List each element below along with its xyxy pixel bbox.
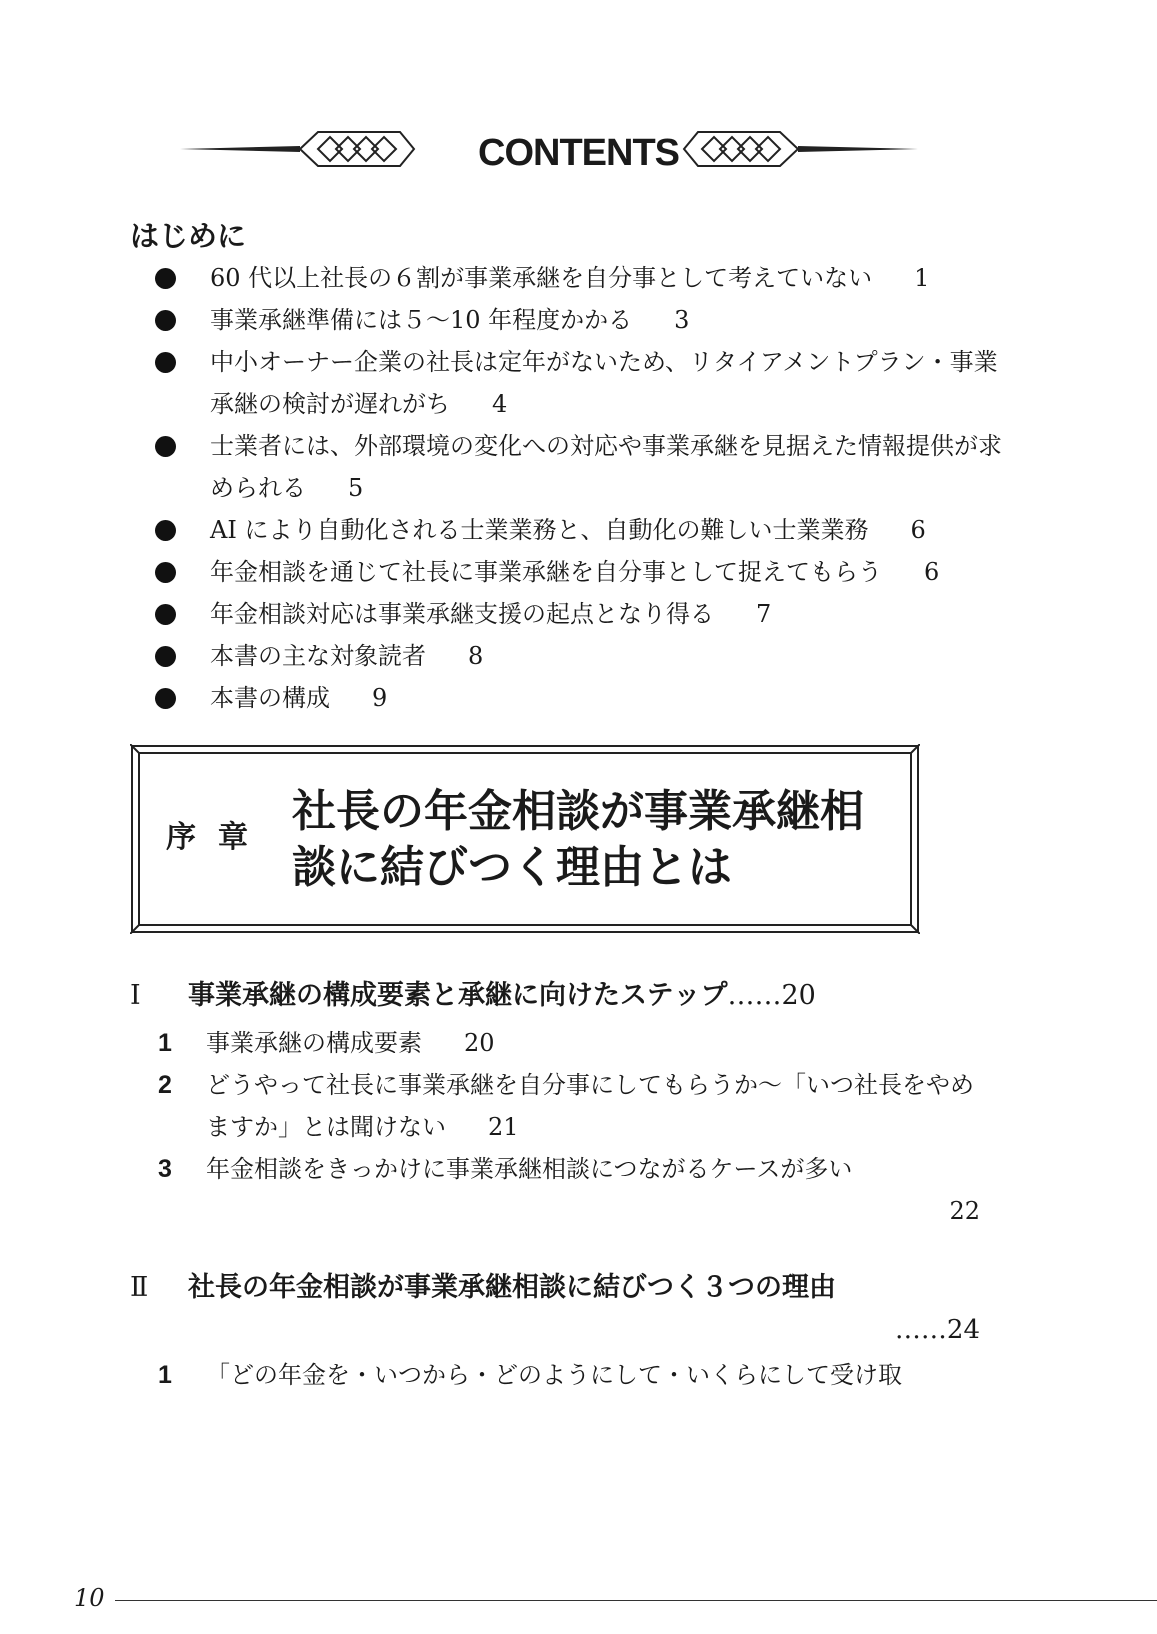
- section-page: ……24: [894, 1315, 980, 1345]
- bullet-icon: [155, 268, 176, 289]
- toc-entry-page: 3: [674, 306, 690, 334]
- section-1: [130, 974, 980, 1232]
- subsection-page: 21: [488, 1113, 519, 1141]
- toc-entry[interactable]: [155, 425, 1015, 509]
- section-heading[interactable]: [130, 974, 980, 1018]
- section-title: 社長の年金相談が事業承継相談に結びつく３つの理由: [188, 1272, 836, 1303]
- toc-entry[interactable]: [155, 509, 1015, 551]
- toc-entry-text: 本書の構成: [210, 684, 330, 712]
- toc-entry-page: 7: [756, 600, 772, 628]
- subsection-page: 22: [949, 1197, 980, 1225]
- chapter-title-line: 社長の年金相談が事業承継相: [292, 786, 864, 837]
- toc-entry-page: 1: [914, 264, 930, 292]
- bullet-icon: [155, 520, 176, 541]
- intro-list: [155, 257, 1015, 719]
- toc-entry-text: 事業承継準備には５～10 年程度かかる: [210, 306, 633, 334]
- toc-entry[interactable]: [155, 299, 1015, 341]
- chapter-title-line: 談に結びつく理由とは: [292, 842, 732, 893]
- subsection-number: 2: [158, 1071, 172, 1099]
- toc-entry-text: 年金相談を通じて社長に事業承継を自分事として捉えてもらう: [210, 558, 882, 586]
- toc-entry-text: 士業者には、外部環境の変化への対応や事業承継を見据えた情報提供が求められる: [210, 432, 1002, 502]
- intro-heading: はじめに: [130, 219, 247, 253]
- bullet-icon: [155, 562, 176, 583]
- toc-entry-text: 中小オーナー企業の社長は定年がないため、リタイアメントプラン・事業承継の検討が遅れがち: [210, 348, 998, 418]
- bullet-icon: [155, 646, 176, 667]
- toc-entry-page: 6: [910, 516, 926, 544]
- subsection-entry[interactable]: [130, 1148, 980, 1232]
- contents-title: CONTENTS: [478, 132, 679, 174]
- contents-header: [0, 128, 1157, 178]
- subsection-text: 年金相談をきっかけに事業承継相談につながるケースが多い: [206, 1155, 853, 1183]
- subsection-entry[interactable]: [130, 1354, 980, 1396]
- toc-entry-page: 9: [372, 684, 388, 712]
- toc-entry-page: 6: [924, 558, 940, 586]
- toc-entry[interactable]: [155, 341, 1015, 425]
- subsection-number: 3: [158, 1155, 172, 1183]
- section-heading[interactable]: [130, 1266, 980, 1310]
- subsection-text: 「どの年金を・いつから・どのようにして・いくらにして受け取: [206, 1361, 902, 1389]
- chapter-box: [130, 744, 920, 934]
- subsection-entry[interactable]: [130, 1022, 980, 1064]
- section-title: 事業承継の構成要素と承継に向けたステップ: [188, 980, 728, 1011]
- chapter-label: 序章: [166, 820, 270, 855]
- subsection-list: [130, 1022, 980, 1232]
- subsection-text: どうやって社長に事業承継を自分事にしてもらうか～「いつ社長をやめますか」とは聞けない: [206, 1071, 974, 1141]
- toc-entry-page: 8: [468, 642, 484, 670]
- toc-entry[interactable]: [155, 677, 1015, 719]
- footer-rule: [115, 1600, 1157, 1601]
- subsection-list: [130, 1354, 980, 1396]
- toc-entry[interactable]: [155, 257, 1015, 299]
- toc-entry-page: 4: [492, 390, 508, 418]
- bullet-icon: [155, 688, 176, 709]
- bullet-icon: [155, 604, 176, 625]
- toc-entry[interactable]: [155, 593, 1015, 635]
- subsection-entry[interactable]: [130, 1064, 980, 1148]
- page-number: 10: [74, 1584, 105, 1612]
- section-number: Ⅰ: [130, 980, 141, 1011]
- toc-entry-text: AI により自動化される士業業務と、自動化の難しい士業業務: [210, 516, 869, 544]
- toc-entry[interactable]: [155, 635, 1015, 677]
- subsection-text: 事業承継の構成要素: [206, 1029, 422, 1057]
- subsection-number: 1: [158, 1361, 172, 1389]
- section-2: [130, 1266, 980, 1396]
- section-page: ……20: [727, 980, 816, 1011]
- toc-entry[interactable]: [155, 551, 1015, 593]
- subsection-page: 20: [464, 1029, 495, 1057]
- subsection-number: 1: [158, 1029, 172, 1057]
- bullet-icon: [155, 352, 176, 373]
- bullet-icon: [155, 436, 176, 457]
- chapter-title: [292, 784, 892, 896]
- bullet-icon: [155, 310, 176, 331]
- toc-entry-text: 本書の主な対象読者: [210, 642, 426, 670]
- toc-entry-text: 年金相談対応は事業承継支援の起点となり得る: [210, 600, 714, 628]
- toc-entry-page: 5: [348, 474, 364, 502]
- toc-entry-text: 60 代以上社長の６割が事業承継を自分事として考えていない: [210, 264, 873, 292]
- section-number: Ⅱ: [130, 1272, 149, 1303]
